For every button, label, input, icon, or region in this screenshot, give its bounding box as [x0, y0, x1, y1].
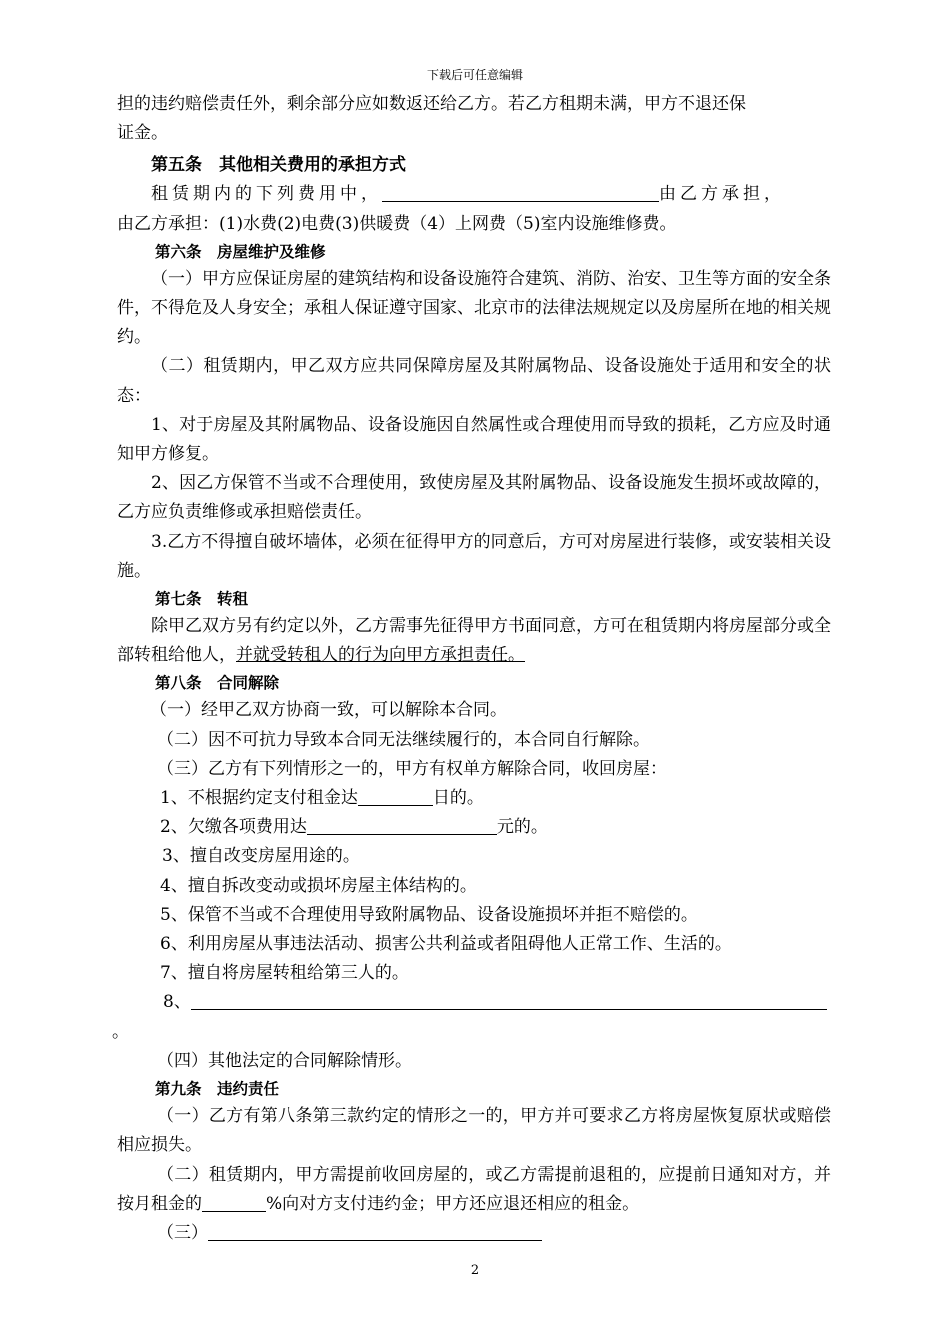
article8-item2: （二）因不可抗力导致本合同无法继续履行的，本合同自行解除。	[157, 729, 650, 750]
article9-item1: （一）乙方有第八条第三款约定的情形之一的，甲方并可要求乙方将房屋恢复原状或赔偿相应损失。	[117, 1106, 831, 1156]
article5-title: 第五条 其他相关费用的承担方式	[151, 155, 406, 176]
article8-item3-2-prefix: 2、欠缴各项费用达	[160, 817, 307, 838]
article9-item3-blank[interactable]	[208, 1220, 542, 1241]
article9-title: 第九条 违约责任	[155, 1079, 280, 1099]
article8-item3-6: 6、利用房屋从事违法活动、损害公共利益或者阻碍他人正常工作、生活的。	[160, 934, 732, 955]
article5-line1-prefix: 租赁期内的下列费用中，	[151, 184, 382, 205]
article5-line1	[117, 180, 831, 209]
article7-title: 第七条 转租	[155, 589, 249, 609]
article9-item3	[117, 1219, 831, 1248]
article5-line1-suffix: 由乙方承担，	[659, 184, 785, 205]
article8-item3-2-suffix: 元的。	[496, 817, 548, 838]
article8-item3-7: 7、擅自将房屋转租给第三人的。	[160, 963, 409, 984]
article8-item3-4: 4、擅自拆改变动或损坏房屋主体结构的。	[160, 875, 477, 896]
article8-item3-1	[117, 784, 831, 813]
article9-item2-suffix: %向对方支付违约金；甲方还应退还相应的租金。	[266, 1193, 640, 1214]
article9-item3-label: （三）	[157, 1222, 208, 1243]
article8-title: 第八条 合同解除	[155, 673, 280, 693]
article5-line2: 由乙方承担：(1)水费(2)电费(3)供暖费（4）上网费（5)室内设施维修费。	[117, 213, 677, 234]
penalty-percent-blank[interactable]	[202, 1191, 266, 1212]
header-note: 下载后可任意编辑	[426, 68, 523, 82]
article8-item3-3: 3、擅自改变房屋用途的。	[162, 846, 360, 867]
article6-item2-3: 3.乙方不得擅自破坏墙体，必须在征得甲方的同意后，方可对房屋进行装修，或安装相关设施。	[117, 531, 831, 581]
arrears-amount-blank[interactable]	[307, 814, 497, 835]
article9-item2	[117, 1161, 831, 1219]
article6-title: 第六条 房屋维护及维修	[155, 241, 326, 261]
paragraph-continued-line1: 担的违约赔偿责任外，剩余部分应如数返还给乙方。若乙方租期未满，甲方不退还保	[117, 94, 746, 114]
article8-item3-2	[117, 813, 831, 842]
other-case-blank[interactable]	[191, 989, 827, 1010]
article5-fee-blank[interactable]	[382, 181, 659, 202]
article8-item3-5: 5、保管不当或不合理使用导致附属物品、设备设施损坏并拒不赔偿的。	[160, 904, 698, 925]
article8-item1: （一）经甲乙双方协商一致，可以解除本合同。	[150, 700, 507, 721]
article8-item4: （四）其他法定的合同解除情形。	[157, 1050, 412, 1071]
article7-text-underlined: 并就受转租人的行为向甲方承担责任。	[236, 645, 525, 666]
rent-days-blank[interactable]	[358, 785, 433, 806]
article8-item3-8-label: 8、	[163, 992, 191, 1013]
article8-item3-8	[117, 988, 831, 1017]
article7-text-main: 除甲乙双方另有约定以外，乙方需事先征得甲方书面同意，方可在租赁期内将房屋部分或全部转租给他人，	[117, 616, 831, 666]
article6-item1: （一）甲方应保证房屋的建筑结构和设备设施符合建筑、消防、治安、卫生等方面的安全条件，不得危及人身安全；承租人保证遵守国家、北京市的法律法规规定以及房屋所在地的相关规约。	[117, 268, 831, 348]
paragraph-continued-line2: 证金。	[117, 123, 168, 144]
article9-item2-main: （二）租赁期内，甲方需提前收回房屋的，或乙方需提前退租的，应提前日通知对方，并按月租金的	[117, 1164, 831, 1214]
article8-item3: （三）乙方有下列情形之一的，甲方有权单方解除合同，收回房屋：	[157, 758, 667, 779]
article6-item2: （二）租赁期内，甲乙双方应共同保障房屋及其附属物品、设备设施处于适用和安全的状态：	[117, 356, 831, 406]
document-body	[112, 90, 831, 1248]
article8-item3-1-prefix: 1、不根据约定支付租金达	[160, 788, 358, 809]
article8-item3-1-suffix: 日的。	[432, 788, 484, 809]
article8-item3-8-end: 。	[112, 1021, 129, 1042]
page-number: 2	[470, 1263, 480, 1278]
article6-item2-2: 2、因乙方保管不当或不合理使用，致使房屋及其附属物品、设备设施发生损坏或故障的，乙方应负责维修或承担赔偿责任。	[117, 473, 831, 523]
article6-item2-1: 1、对于房屋及其附属物品、设备设施因自然属性或合理使用而导致的损耗，乙方应及时通知甲方修复。	[117, 414, 831, 465]
article7-text	[117, 612, 831, 670]
